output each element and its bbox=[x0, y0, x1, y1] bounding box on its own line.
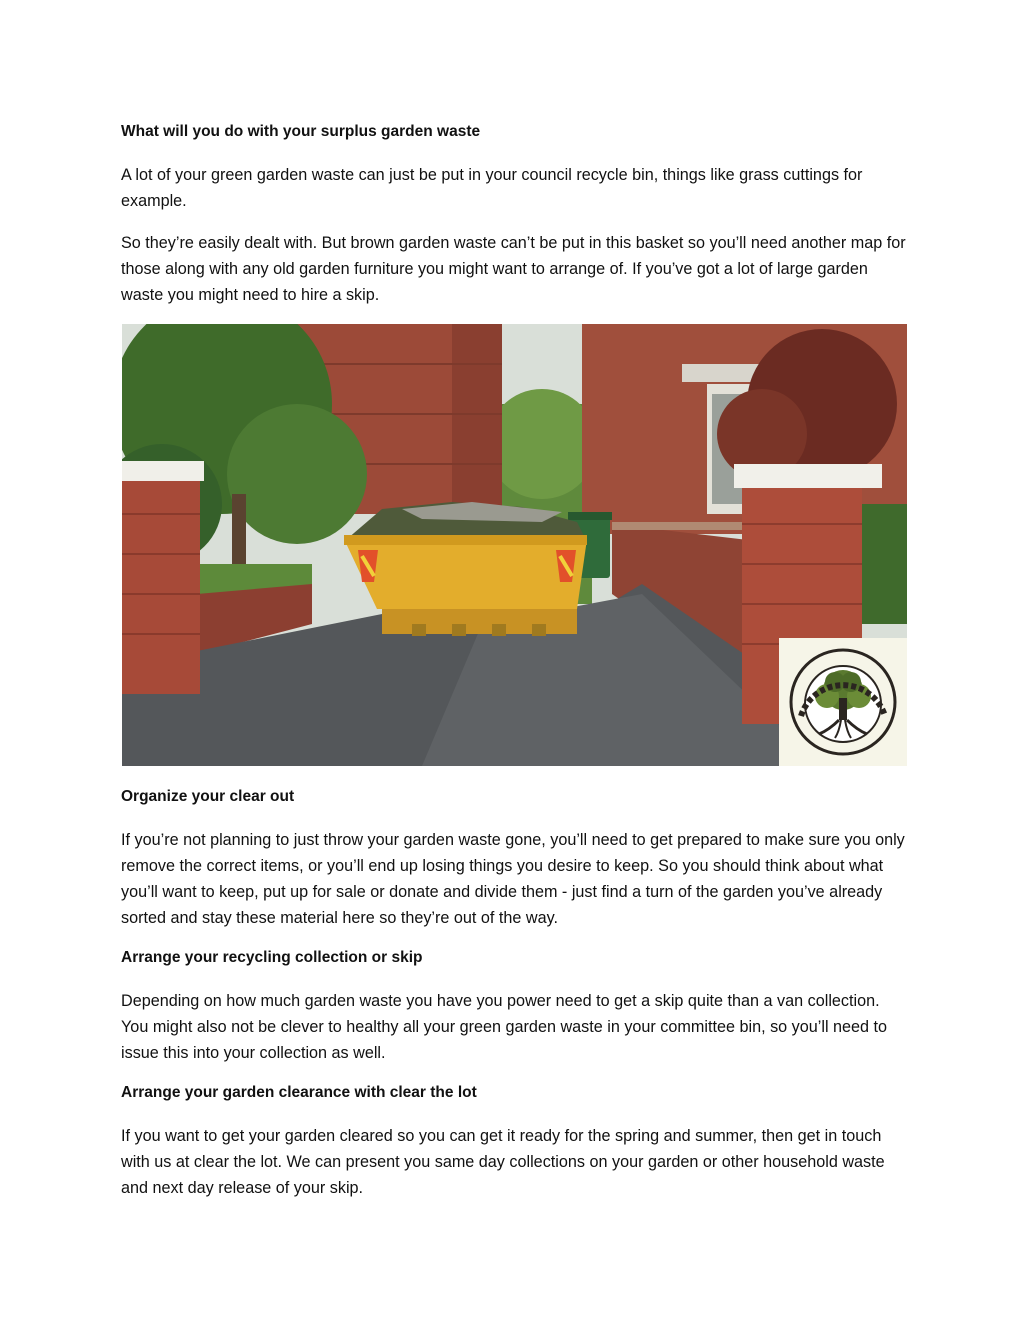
paragraph-council-bin: A lot of your green garden waste can just be put in your council recycle bin, things like grass cuttings for example. bbox=[121, 166, 863, 210]
section-heading-recycling: Arrange your recycling collection or skip bbox=[121, 949, 423, 966]
paragraph-brown-waste: So they’re easily dealt with. But brown garden waste can’t be put in this basket so you’ll need another map for those along with any old garden furniture you might want to arrange of. If you’ve got a lot of large garden waste you might need to hire a skip. bbox=[121, 234, 906, 304]
paragraph-organize: If you’re not planning to just throw your garden waste gone, you’ll need to get prepared to make sure you only remove the correct items, or you’ll end up losing things you desire to keep. So you should think about what you’ll want to keep, put up for sale or donate and divide them - just find a turn of the garden you’ve already sorted and stay these material here so they’re out of the way. bbox=[121, 831, 905, 927]
tree-logo-icon bbox=[779, 638, 907, 766]
article-body bbox=[121, 121, 911, 1217]
paragraph-recycling: Depending on how much garden waste you have you power need to get a skip quite than a van collection. You might also not be clever to healthy all your green garden waste in your committee bin, so you’ll need to issue this into your collection as well. bbox=[121, 992, 888, 1062]
section-heading-organize: Organize your clear out bbox=[121, 788, 295, 805]
skip-photo bbox=[122, 324, 907, 766]
clearthelot-logo bbox=[779, 638, 907, 766]
section-heading-clearance: Arrange your garden clearance with clear the lot bbox=[121, 1084, 477, 1101]
section-heading-surplus-waste: What will you do with your surplus garden waste bbox=[121, 123, 481, 140]
paragraph-clearance: If you want to get your garden cleared so you can get it ready for the spring and summer, then get in touch with us at clear the lot. We can present you same day collections on your garden or other household waste and next day release of your skip. bbox=[121, 1127, 885, 1197]
